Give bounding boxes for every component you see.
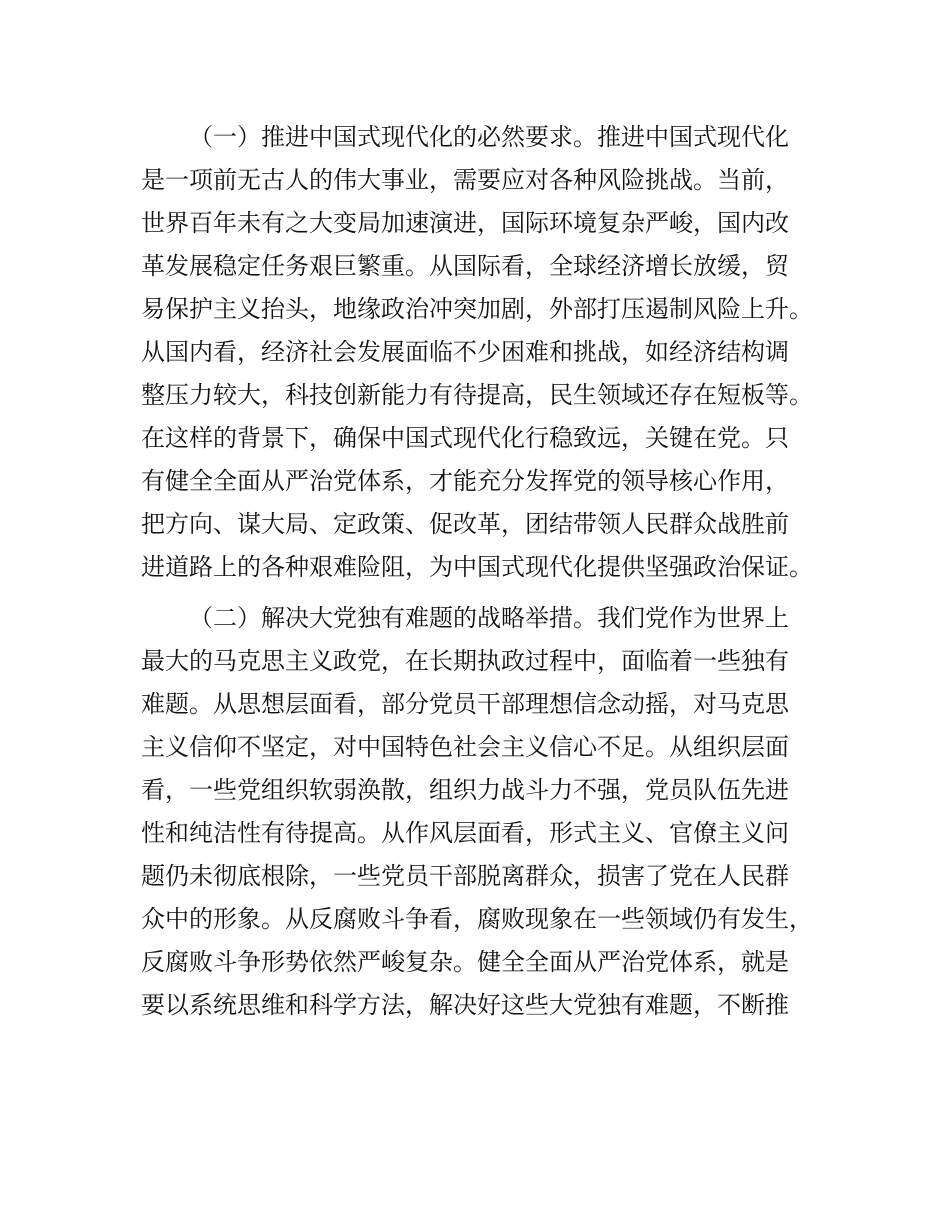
- paragraph-line: 进道路上的各种艰难险阻，为中国式现代化提供坚强政治保证。: [141, 553, 813, 581]
- paragraph-line: （二）解决大党独有难题的战略举措。我们党作为世界上: [189, 604, 789, 632]
- paragraph-spacer: [141, 589, 841, 597]
- paragraph-line: 最大的马克思主义政党，在长期执政过程中，面临着一些独有: [141, 647, 789, 675]
- paragraph-line: 性和纯洁性有待提高。从作风层面看，形式主义、官僚主义问: [141, 819, 789, 847]
- paragraph-line: 在这样的背景下，确保中国式现代化行稳致远，关键在党。只: [141, 424, 789, 452]
- paragraph-1: [141, 116, 841, 589]
- body-text: [141, 116, 841, 1027]
- paragraph-line: 整压力较大，科技创新能力有待提高，民生领域还存在短板等。: [141, 381, 813, 409]
- paragraph-line: 要以系统思维和科学方法，解决好这些大党独有难题，不断推: [141, 991, 789, 1019]
- paragraph-2: [141, 597, 841, 1027]
- paragraph-line: 主义信仰不坚定，对中国特色社会主义信心不足。从组织层面: [141, 733, 789, 761]
- paragraph-line: 难题。从思想层面看，部分党员干部理想信念动摇，对马克思: [141, 690, 789, 718]
- paragraph-line: 世界百年未有之大变局加速演进，国际环境复杂严峻，国内改: [141, 209, 789, 237]
- paragraph-line: 众中的形象。从反腐败斗争看，腐败现象在一些领域仍有发生，: [141, 905, 813, 933]
- paragraph-line: 是一项前无古人的伟大事业，需要应对各种风险挑战。当前，: [141, 166, 789, 194]
- paragraph-line: 题仍未彻底根除，一些党员干部脱离群众，损害了党在人民群: [141, 862, 789, 890]
- paragraph-line: 反腐败斗争形势依然严峻复杂。健全全面从严治党体系，就是: [141, 948, 789, 976]
- paragraph-line: 从国内看，经济社会发展面临不少困难和挑战，如经济结构调: [141, 338, 789, 366]
- paragraph-line: 把方向、谋大局、定政策、促改革，团结带领人民群众战胜前: [141, 510, 789, 538]
- paragraph-line: 革发展稳定任务艰巨繁重。从国际看，全球经济增长放缓，贸: [141, 252, 789, 280]
- paragraph-line: （一）推进中国式现代化的必然要求。推进中国式现代化: [189, 123, 789, 151]
- paragraph-line: 看，一些党组织软弱涣散，组织力战斗力不强，党员队伍先进: [141, 776, 789, 804]
- paragraph-line: 有健全全面从严治党体系，才能充分发挥党的领导核心作用，: [141, 467, 789, 495]
- paragraph-line: 易保护主义抬头，地缘政治冲突加剧，外部打压遏制风险上升。: [141, 295, 813, 323]
